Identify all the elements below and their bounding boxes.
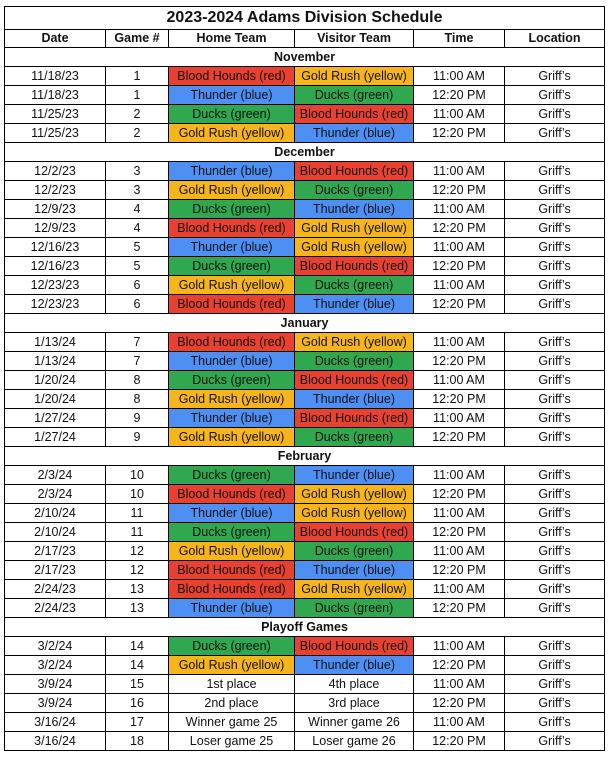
home-team-cell: Blood Hounds (red) bbox=[169, 219, 295, 238]
game-number-cell: 10 bbox=[106, 466, 169, 485]
table-row bbox=[5, 428, 605, 447]
home-team-cell: Gold Rush (yellow) bbox=[169, 656, 295, 675]
game-number-cell: 13 bbox=[106, 580, 169, 599]
home-team-cell: Winner game 25 bbox=[169, 713, 295, 732]
time-cell: 11:00 AM bbox=[414, 713, 505, 732]
table-row bbox=[5, 238, 605, 257]
table-row bbox=[5, 599, 605, 618]
table-row bbox=[5, 67, 605, 86]
visitor-team-cell: Ducks (green) bbox=[295, 352, 414, 371]
game-number-cell: 8 bbox=[106, 371, 169, 390]
table-row bbox=[5, 523, 605, 542]
date-cell: 12/23/23 bbox=[5, 276, 106, 295]
visitor-team-cell: Gold Rush (yellow) bbox=[295, 219, 414, 238]
time-cell: 12:20 PM bbox=[414, 694, 505, 713]
table-row bbox=[5, 124, 605, 143]
time-cell: 12:20 PM bbox=[414, 656, 505, 675]
location-cell: Griff’s bbox=[505, 561, 605, 580]
visitor-team-cell: Blood Hounds (red) bbox=[295, 637, 414, 656]
page-title: 2023-2024 Adams Division Schedule bbox=[5, 7, 605, 30]
time-cell: 11:00 AM bbox=[414, 580, 505, 599]
date-cell: 2/3/24 bbox=[5, 466, 106, 485]
time-cell: 11:00 AM bbox=[414, 333, 505, 352]
column-header-home-team: Home Team bbox=[169, 30, 295, 48]
visitor-team-cell: Gold Rush (yellow) bbox=[295, 67, 414, 86]
month-section-row bbox=[5, 618, 605, 637]
table-row bbox=[5, 200, 605, 219]
month-heading: November bbox=[5, 48, 605, 67]
home-team-cell: Blood Hounds (red) bbox=[169, 295, 295, 314]
time-cell: 11:00 AM bbox=[414, 542, 505, 561]
game-number-cell: 11 bbox=[106, 523, 169, 542]
time-cell: 12:20 PM bbox=[414, 523, 505, 542]
visitor-team-cell: Blood Hounds (red) bbox=[295, 105, 414, 124]
game-number-cell: 3 bbox=[106, 181, 169, 200]
home-team-cell: Ducks (green) bbox=[169, 105, 295, 124]
home-team-cell: Thunder (blue) bbox=[169, 86, 295, 105]
location-cell: Griff’s bbox=[505, 257, 605, 276]
date-cell: 1/27/24 bbox=[5, 409, 106, 428]
home-team-cell: Blood Hounds (red) bbox=[169, 580, 295, 599]
table-row bbox=[5, 732, 605, 751]
visitor-team-cell: Blood Hounds (red) bbox=[295, 162, 414, 181]
month-heading: January bbox=[5, 314, 605, 333]
table-row bbox=[5, 409, 605, 428]
game-number-cell: 5 bbox=[106, 257, 169, 276]
location-cell: Griff’s bbox=[505, 219, 605, 238]
location-cell: Griff’s bbox=[505, 466, 605, 485]
visitor-team-cell: Thunder (blue) bbox=[295, 390, 414, 409]
date-cell: 12/9/23 bbox=[5, 200, 106, 219]
home-team-cell: 1st place bbox=[169, 675, 295, 694]
table-row bbox=[5, 371, 605, 390]
visitor-team-cell: Gold Rush (yellow) bbox=[295, 504, 414, 523]
time-cell: 11:00 AM bbox=[414, 238, 505, 257]
game-number-cell: 12 bbox=[106, 542, 169, 561]
game-number-cell: 9 bbox=[106, 409, 169, 428]
table-row bbox=[5, 561, 605, 580]
time-cell: 12:20 PM bbox=[414, 181, 505, 200]
table-row bbox=[5, 485, 605, 504]
location-cell: Griff’s bbox=[505, 200, 605, 219]
location-cell: Griff’s bbox=[505, 390, 605, 409]
column-header-row bbox=[5, 30, 605, 48]
location-cell: Griff’s bbox=[505, 504, 605, 523]
home-team-cell: Thunder (blue) bbox=[169, 504, 295, 523]
date-cell: 1/20/24 bbox=[5, 371, 106, 390]
home-team-cell: Thunder (blue) bbox=[169, 599, 295, 618]
home-team-cell: Gold Rush (yellow) bbox=[169, 390, 295, 409]
game-number-cell: 7 bbox=[106, 352, 169, 371]
month-section-row bbox=[5, 143, 605, 162]
game-number-cell: 15 bbox=[106, 675, 169, 694]
time-cell: 12:20 PM bbox=[414, 428, 505, 447]
game-number-cell: 13 bbox=[106, 599, 169, 618]
date-cell: 12/16/23 bbox=[5, 257, 106, 276]
visitor-team-cell: Gold Rush (yellow) bbox=[295, 580, 414, 599]
date-cell: 3/16/24 bbox=[5, 713, 106, 732]
home-team-cell: Blood Hounds (red) bbox=[169, 485, 295, 504]
visitor-team-cell: Gold Rush (yellow) bbox=[295, 238, 414, 257]
date-cell: 3/9/24 bbox=[5, 694, 106, 713]
game-number-cell: 10 bbox=[106, 485, 169, 504]
visitor-team-cell: Blood Hounds (red) bbox=[295, 409, 414, 428]
time-cell: 11:00 AM bbox=[414, 200, 505, 219]
table-row bbox=[5, 637, 605, 656]
table-row bbox=[5, 713, 605, 732]
game-number-cell: 1 bbox=[106, 86, 169, 105]
time-cell: 12:20 PM bbox=[414, 219, 505, 238]
column-header-time: Time bbox=[414, 30, 505, 48]
table-row bbox=[5, 162, 605, 181]
date-cell: 11/25/23 bbox=[5, 124, 106, 143]
visitor-team-cell: Thunder (blue) bbox=[295, 561, 414, 580]
location-cell: Griff’s bbox=[505, 352, 605, 371]
month-section-row bbox=[5, 48, 605, 67]
table-row bbox=[5, 466, 605, 485]
visitor-team-cell: Ducks (green) bbox=[295, 86, 414, 105]
location-cell: Griff’s bbox=[505, 713, 605, 732]
time-cell: 12:20 PM bbox=[414, 390, 505, 409]
column-header-location: Location bbox=[505, 30, 605, 48]
game-number-cell: 4 bbox=[106, 200, 169, 219]
home-team-cell: Loser game 25 bbox=[169, 732, 295, 751]
visitor-team-cell: Thunder (blue) bbox=[295, 466, 414, 485]
time-cell: 11:00 AM bbox=[414, 466, 505, 485]
time-cell: 11:00 AM bbox=[414, 409, 505, 428]
location-cell: Griff’s bbox=[505, 162, 605, 181]
game-number-cell: 7 bbox=[106, 333, 169, 352]
table-row bbox=[5, 580, 605, 599]
time-cell: 12:20 PM bbox=[414, 352, 505, 371]
date-cell: 12/23/23 bbox=[5, 295, 106, 314]
location-cell: Griff’s bbox=[505, 599, 605, 618]
date-cell: 3/2/24 bbox=[5, 656, 106, 675]
home-team-cell: Ducks (green) bbox=[169, 523, 295, 542]
game-number-cell: 9 bbox=[106, 428, 169, 447]
home-team-cell: Ducks (green) bbox=[169, 466, 295, 485]
game-number-cell: 6 bbox=[106, 295, 169, 314]
column-header-visitor-team: Visitor Team bbox=[295, 30, 414, 48]
month-heading: December bbox=[5, 143, 605, 162]
location-cell: Griff’s bbox=[505, 276, 605, 295]
home-team-cell: Gold Rush (yellow) bbox=[169, 428, 295, 447]
location-cell: Griff’s bbox=[505, 542, 605, 561]
time-cell: 12:20 PM bbox=[414, 561, 505, 580]
home-team-cell: Gold Rush (yellow) bbox=[169, 542, 295, 561]
location-cell: Griff’s bbox=[505, 105, 605, 124]
table-row bbox=[5, 181, 605, 200]
visitor-team-cell: Ducks (green) bbox=[295, 599, 414, 618]
location-cell: Griff’s bbox=[505, 333, 605, 352]
game-number-cell: 8 bbox=[106, 390, 169, 409]
date-cell: 1/20/24 bbox=[5, 390, 106, 409]
game-number-cell: 14 bbox=[106, 656, 169, 675]
time-cell: 11:00 AM bbox=[414, 276, 505, 295]
location-cell: Griff’s bbox=[505, 238, 605, 257]
time-cell: 12:20 PM bbox=[414, 485, 505, 504]
home-team-cell: Gold Rush (yellow) bbox=[169, 124, 295, 143]
date-cell: 12/2/23 bbox=[5, 162, 106, 181]
visitor-team-cell: Thunder (blue) bbox=[295, 200, 414, 219]
location-cell: Griff’s bbox=[505, 694, 605, 713]
visitor-team-cell: Thunder (blue) bbox=[295, 295, 414, 314]
table-row bbox=[5, 504, 605, 523]
date-cell: 2/17/23 bbox=[5, 542, 106, 561]
location-cell: Griff’s bbox=[505, 732, 605, 751]
location-cell: Griff’s bbox=[505, 580, 605, 599]
date-cell: 12/16/23 bbox=[5, 238, 106, 257]
visitor-team-cell: Winner game 26 bbox=[295, 713, 414, 732]
table-row bbox=[5, 276, 605, 295]
visitor-team-cell: Ducks (green) bbox=[295, 181, 414, 200]
time-cell: 11:00 AM bbox=[414, 105, 505, 124]
table-row bbox=[5, 390, 605, 409]
time-cell: 11:00 AM bbox=[414, 371, 505, 390]
schedule-body bbox=[5, 48, 605, 751]
location-cell: Griff’s bbox=[505, 86, 605, 105]
table-row bbox=[5, 105, 605, 124]
visitor-team-cell: Blood Hounds (red) bbox=[295, 523, 414, 542]
game-number-cell: 18 bbox=[106, 732, 169, 751]
visitor-team-cell: 3rd place bbox=[295, 694, 414, 713]
date-cell: 11/18/23 bbox=[5, 67, 106, 86]
visitor-team-cell: Gold Rush (yellow) bbox=[295, 333, 414, 352]
location-cell: Griff’s bbox=[505, 371, 605, 390]
date-cell: 1/13/24 bbox=[5, 333, 106, 352]
visitor-team-cell: Blood Hounds (red) bbox=[295, 371, 414, 390]
game-number-cell: 14 bbox=[106, 637, 169, 656]
month-section-row bbox=[5, 314, 605, 333]
game-number-cell: 17 bbox=[106, 713, 169, 732]
time-cell: 12:20 PM bbox=[414, 124, 505, 143]
table-row bbox=[5, 656, 605, 675]
location-cell: Griff’s bbox=[505, 124, 605, 143]
date-cell: 3/2/24 bbox=[5, 637, 106, 656]
location-cell: Griff’s bbox=[505, 409, 605, 428]
date-cell: 1/13/24 bbox=[5, 352, 106, 371]
visitor-team-cell: Ducks (green) bbox=[295, 542, 414, 561]
location-cell: Griff’s bbox=[505, 656, 605, 675]
visitor-team-cell: 4th place bbox=[295, 675, 414, 694]
home-team-cell: Ducks (green) bbox=[169, 371, 295, 390]
visitor-team-cell: Ducks (green) bbox=[295, 428, 414, 447]
home-team-cell: Thunder (blue) bbox=[169, 238, 295, 257]
visitor-team-cell: Gold Rush (yellow) bbox=[295, 485, 414, 504]
game-number-cell: 6 bbox=[106, 276, 169, 295]
column-header-game: Game # bbox=[106, 30, 169, 48]
time-cell: 11:00 AM bbox=[414, 504, 505, 523]
visitor-team-cell: Thunder (blue) bbox=[295, 124, 414, 143]
time-cell: 12:20 PM bbox=[414, 295, 505, 314]
time-cell: 11:00 AM bbox=[414, 162, 505, 181]
game-number-cell: 5 bbox=[106, 238, 169, 257]
date-cell: 2/24/23 bbox=[5, 580, 106, 599]
time-cell: 12:20 PM bbox=[414, 86, 505, 105]
table-row bbox=[5, 295, 605, 314]
game-number-cell: 12 bbox=[106, 561, 169, 580]
date-cell: 11/25/23 bbox=[5, 105, 106, 124]
home-team-cell: Thunder (blue) bbox=[169, 352, 295, 371]
game-number-cell: 16 bbox=[106, 694, 169, 713]
table-row bbox=[5, 86, 605, 105]
date-cell: 2/10/24 bbox=[5, 523, 106, 542]
table-row bbox=[5, 219, 605, 238]
date-cell: 3/9/24 bbox=[5, 675, 106, 694]
table-row bbox=[5, 675, 605, 694]
home-team-cell: Blood Hounds (red) bbox=[169, 67, 295, 86]
home-team-cell: Thunder (blue) bbox=[169, 162, 295, 181]
time-cell: 11:00 AM bbox=[414, 67, 505, 86]
date-cell: 12/2/23 bbox=[5, 181, 106, 200]
location-cell: Griff’s bbox=[505, 485, 605, 504]
date-cell: 12/9/23 bbox=[5, 219, 106, 238]
game-number-cell: 1 bbox=[106, 67, 169, 86]
time-cell: 12:20 PM bbox=[414, 599, 505, 618]
game-number-cell: 4 bbox=[106, 219, 169, 238]
home-team-cell: Blood Hounds (red) bbox=[169, 333, 295, 352]
home-team-cell: Ducks (green) bbox=[169, 257, 295, 276]
home-team-cell: Thunder (blue) bbox=[169, 409, 295, 428]
game-number-cell: 3 bbox=[106, 162, 169, 181]
date-cell: 3/16/24 bbox=[5, 732, 106, 751]
game-number-cell: 2 bbox=[106, 105, 169, 124]
table-row bbox=[5, 257, 605, 276]
time-cell: 11:00 AM bbox=[414, 637, 505, 656]
table-row bbox=[5, 694, 605, 713]
date-cell: 2/24/23 bbox=[5, 599, 106, 618]
time-cell: 11:00 AM bbox=[414, 675, 505, 694]
location-cell: Griff’s bbox=[505, 675, 605, 694]
table-row bbox=[5, 333, 605, 352]
date-cell: 11/18/23 bbox=[5, 86, 106, 105]
table-row bbox=[5, 352, 605, 371]
location-cell: Griff’s bbox=[505, 523, 605, 542]
time-cell: 12:20 PM bbox=[414, 257, 505, 276]
game-number-cell: 2 bbox=[106, 124, 169, 143]
column-header-date: Date bbox=[5, 30, 106, 48]
month-section-row bbox=[5, 447, 605, 466]
visitor-team-cell: Thunder (blue) bbox=[295, 656, 414, 675]
home-team-cell: Gold Rush (yellow) bbox=[169, 181, 295, 200]
location-cell: Griff’s bbox=[505, 181, 605, 200]
location-cell: Griff’s bbox=[505, 67, 605, 86]
table-row bbox=[5, 542, 605, 561]
home-team-cell: Ducks (green) bbox=[169, 637, 295, 656]
schedule-table bbox=[4, 6, 605, 751]
month-heading: Playoff Games bbox=[5, 618, 605, 637]
date-cell: 2/17/23 bbox=[5, 561, 106, 580]
date-cell: 2/10/24 bbox=[5, 504, 106, 523]
home-team-cell: Gold Rush (yellow) bbox=[169, 276, 295, 295]
location-cell: Griff’s bbox=[505, 295, 605, 314]
month-heading: February bbox=[5, 447, 605, 466]
home-team-cell: Ducks (green) bbox=[169, 200, 295, 219]
location-cell: Griff’s bbox=[505, 428, 605, 447]
home-team-cell: 2nd place bbox=[169, 694, 295, 713]
schedule-sheet bbox=[4, 6, 604, 751]
visitor-team-cell: Loser game 26 bbox=[295, 732, 414, 751]
home-team-cell: Blood Hounds (red) bbox=[169, 561, 295, 580]
location-cell: Griff’s bbox=[505, 637, 605, 656]
date-cell: 1/27/24 bbox=[5, 428, 106, 447]
visitor-team-cell: Ducks (green) bbox=[295, 276, 414, 295]
date-cell: 2/3/24 bbox=[5, 485, 106, 504]
visitor-team-cell: Blood Hounds (red) bbox=[295, 257, 414, 276]
time-cell: 12:20 PM bbox=[414, 732, 505, 751]
game-number-cell: 11 bbox=[106, 504, 169, 523]
